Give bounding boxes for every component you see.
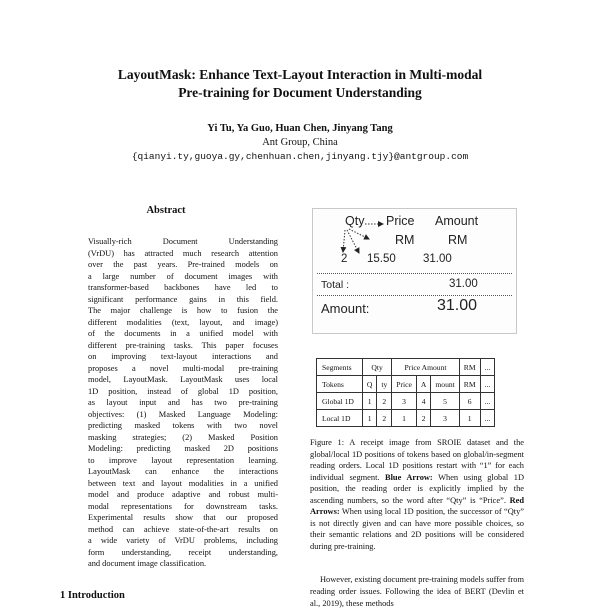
table-cell: 6 xyxy=(459,393,480,410)
abstract-line: modal representations for downstream tasks. xyxy=(88,501,278,511)
receipt-amount: Amount xyxy=(435,214,479,228)
table-cell: ... xyxy=(480,376,495,393)
abstract-line: Visually-rich Document Understanding xyxy=(88,237,278,246)
title-line-2: Pre-training for Document Understanding xyxy=(178,85,422,100)
table-cell: Global 1D xyxy=(317,393,363,410)
title-line-1: LayoutMask: Enhance Text-Layout Interaction in Multi-modal xyxy=(117,67,483,82)
abstract-line: method can achieve state-of-the-art results on xyxy=(88,524,278,534)
abstract-line: form understanding, receipt understanding, xyxy=(88,547,278,557)
caption-red-label: Red Arrows: xyxy=(310,495,524,516)
table-cell: 2 xyxy=(416,410,430,427)
table-cell: 2 xyxy=(377,410,392,427)
receipt-divider xyxy=(317,273,512,274)
receipt-amount-label: Amount: xyxy=(321,301,370,316)
abstract-line: significant performance gains in this field. xyxy=(88,294,278,304)
abstract-line: 1D position, instead of global 1D position, xyxy=(88,386,278,396)
table-row-local-1d xyxy=(317,410,495,427)
table-cell: RM xyxy=(459,359,480,376)
receipt-total-value: 31.00 xyxy=(449,278,478,290)
table-cell: Segments xyxy=(317,359,363,376)
abstract-heading: Abstract xyxy=(146,205,186,216)
abstract-line: to improve layout representation learning. xyxy=(88,455,278,465)
receipt-price-value: 15.50 xyxy=(367,253,396,265)
receipt-qty: Qty xyxy=(345,214,365,228)
abstract-line: different pre-training tasks. This paper focuses xyxy=(88,340,278,350)
abstract-line: Experimental results show that our proposed xyxy=(88,513,278,522)
table-cell: 4 xyxy=(416,393,430,410)
table-cell: ... xyxy=(480,410,495,427)
table-cell: ... xyxy=(480,359,495,376)
abstract-line: model, LayoutMask. LayoutMask uses local xyxy=(88,375,278,384)
receipt-rm-1: RM xyxy=(395,233,415,247)
receipt-amount-value: 31.00 xyxy=(423,253,452,265)
table-cell: 5 xyxy=(431,393,459,410)
abstract-line: different modalities (text, layout, and image) xyxy=(88,317,278,327)
table-cell: Q xyxy=(362,376,376,393)
abstract-line: on improving text-layout interactions and xyxy=(88,352,278,361)
abstract-body xyxy=(88,236,278,570)
caption-text-2: When using global 1D position, the reading order is explicitly implied by the ascending numbers, so the word after “Qty” is “Price”. xyxy=(310,472,524,505)
table-cell: mount xyxy=(431,376,459,393)
abstract-line: Modeling: predicting masked 2D positions xyxy=(88,444,278,453)
table-cell: Tokens xyxy=(317,376,363,393)
abstract-line: and document image classification. xyxy=(88,559,207,568)
caption-text-3: When using local 1D position, the successor of “Qty” is not directly given and can have more possible choices, so their semantic relations and 2D positions will be considered during pre-training. xyxy=(310,507,524,551)
abstract-line: LayoutMask can enhance the interactions xyxy=(88,467,278,476)
receipt-image xyxy=(312,208,517,334)
table-cell: ty xyxy=(377,376,392,393)
affiliation: Ant Group, China xyxy=(262,137,338,148)
caption-text-1: Figure 1: A receipt image from SROIE dataset and the global/local 1D positions of tokens based on global/in-segment reading orders. Local 1D positions restart with “1” for each individual segment. xyxy=(310,438,524,482)
paper-title xyxy=(20,66,580,102)
abstract-line: proposes a novel multi-modal pre-training xyxy=(88,363,278,373)
abstract-line: predicting masked tokens with two novel xyxy=(88,421,278,430)
section-heading-introduction: 1 Introduction xyxy=(60,590,125,601)
table-cell: Price Amount xyxy=(392,359,460,376)
red-arrow-1 xyxy=(349,229,369,239)
table-cell: 2 xyxy=(377,393,392,410)
caption-blue-label: Blue Arrow: xyxy=(385,472,433,482)
table-cell: 1 xyxy=(392,410,417,427)
receipt-price: Price xyxy=(386,214,415,228)
table-cell: A xyxy=(416,376,430,393)
abstract-line: (VrDU) has attracted much research attention xyxy=(88,248,278,258)
table-cell: Price xyxy=(392,376,417,393)
table-row-tokens xyxy=(317,376,495,393)
table-cell: Local 1D xyxy=(317,410,363,427)
table-cell: 1 xyxy=(459,410,480,427)
abstract-line: of the documents in a unified model with xyxy=(88,329,278,338)
abstract-line: The major challenge is how to fusion the xyxy=(88,306,278,315)
intro-paragraph: However, existing document pre-training models suffer from reading order issues. Following the idea of BERT (Devlin et al., 2019), these methods xyxy=(310,575,524,608)
table-row-segments xyxy=(317,359,495,376)
receipt-amount-total-value: 31.00 xyxy=(437,297,478,314)
position-table xyxy=(316,358,495,427)
abstract-line: model and produce adaptive and robust multi- xyxy=(88,490,278,499)
abstract-line: masking strategies; (2) Masked Position xyxy=(88,432,278,442)
abstract-line: as layout input and has two pre-training xyxy=(88,398,278,407)
figure-caption xyxy=(310,437,524,552)
abstract-line: over the past years. Pre-trained models on xyxy=(88,260,278,269)
receipt-rm-2: RM xyxy=(448,233,468,247)
abstract-line: a large number of document images with xyxy=(88,271,278,281)
abstract-line: transformer-based backbones have led to xyxy=(88,283,278,292)
red-arrow-3 xyxy=(343,230,345,252)
table-cell: RM xyxy=(459,376,480,393)
receipt-divider-2 xyxy=(317,295,512,296)
receipt-total-label: Total : xyxy=(321,279,350,291)
table-cell: 3 xyxy=(392,393,417,410)
table-cell: 3 xyxy=(431,410,459,427)
abstract-line: between text and layout modalities in a unified xyxy=(88,478,278,488)
authors: Yi Tu, Ya Guo, Huan Chen, Jinyang Tang xyxy=(207,123,393,134)
table-cell: 1 xyxy=(362,410,376,427)
table-cell: 1 xyxy=(362,393,376,410)
table-row-global-1d xyxy=(317,393,495,410)
table-cell: ... xyxy=(480,393,495,410)
abstract-line: objectives: (1) Masked Language Modeling: xyxy=(88,409,278,419)
abstract-line: a wide variety of VrDU problems, including xyxy=(88,536,278,545)
author-emails: {qianyi.ty,guoya.gy,chenhuan.chen,jinyang.tjy}@antgroup.com xyxy=(131,151,469,162)
table-cell: Qty xyxy=(362,359,391,376)
receipt-qty-value: 2 xyxy=(341,253,348,265)
